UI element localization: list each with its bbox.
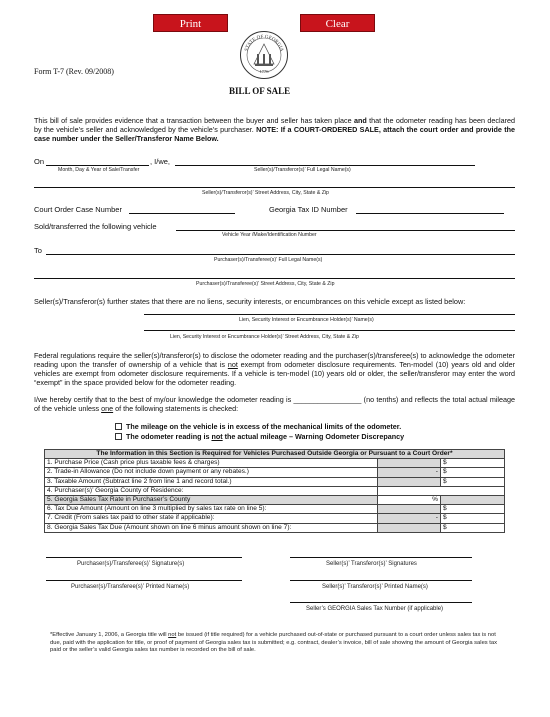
table-row (45, 505, 505, 514)
row-amount-field[interactable]: $ (441, 459, 505, 468)
lien-address-caption: Lien, Security Interest or Encumbrance Holder(s)’ Street Address, City, State & Zip (170, 334, 359, 340)
row-label: 8. Georgia Sales Tax Due (Amount shown on line 6 minus amount shown on line 7): (45, 523, 378, 532)
vehicle-caption: Vehicle Year /Make/Identification Number (222, 232, 317, 238)
iwe-label: , I/we, (150, 157, 171, 166)
certify-text-3: of the following statements is checked: (113, 404, 239, 413)
row-sign (378, 505, 441, 514)
row-label: 6. Tax Due Amount (Amount on line 3 multiplied by sales tax rate on line 5): (45, 505, 378, 514)
row-label: 4. Purchaser(s)’ Georgia County of Residence: (45, 486, 378, 495)
row-amount-field[interactable]: $ (441, 468, 505, 477)
row-amount-field[interactable]: $ (441, 505, 505, 514)
georgia-state-seal (239, 30, 289, 80)
sales-tax-table (44, 449, 505, 533)
footnote-not: not (168, 632, 177, 638)
discrepancy-not: not (211, 432, 223, 441)
vehicle-field[interactable] (176, 230, 515, 231)
seller-address-field[interactable] (34, 187, 515, 188)
row-sign (378, 459, 441, 468)
lien-address-field[interactable] (144, 330, 515, 331)
discrepancy-text-2: the actual mileage – Warning Odometer Discrepancy (222, 432, 405, 441)
liens-statement: Seller(s)/Transferor(s) further states that there are no liens, security interests, or encumbrances on this vehicle except as listed below: (34, 297, 466, 306)
seller-name-caption: Seller(s)/Transferor(s)’ Full Legal Name(s) (254, 167, 351, 173)
row-label: 3. Taxable Amount (Subtract line 2 from line 1 and record total.) (45, 477, 378, 486)
lien-name-caption: Lien, Security Interest or Encumbrance Holder(s)’ Name(s) (239, 317, 374, 323)
table-row (45, 523, 505, 532)
certify-text-1: I/we hereby certify that to the best of my/our knowledge the odometer reading is (34, 395, 294, 404)
purchaser-printed-name-caption: Purchaser(s)/Transferee(s)’ Printed Name(s) (71, 584, 190, 590)
row-amount-field[interactable]: $ (441, 523, 505, 532)
row-sign: - (378, 468, 441, 477)
purchaser-signature-caption: Purchaser(s)/Transferee(s)’ Signature(s) (77, 561, 185, 567)
sale-date-caption: Month, Day & Year of Sale/Transfer (58, 167, 140, 173)
intro-note: NOTE: If a COURT-ORDERED SALE, attach the court order and provide the case number under the Seller/Transferor Name Below. (34, 125, 515, 143)
intro-and: and (353, 116, 367, 125)
row-label: 5. Georgia Sales Tax Rate in Purchaser’s County (45, 495, 378, 504)
purchaser-address-caption: Purchaser(s)/Transferee(s)’ Street Address, City, State & Zip (196, 281, 335, 287)
intro-text-2: that the odometer reading has been declared by the vehicle’s seller and acknowledged by the vehicle’s purchaser. (34, 116, 515, 134)
court-case-field[interactable] (129, 213, 235, 214)
federal-not: not (227, 360, 238, 369)
odometer-discrepancy-label (126, 432, 404, 441)
tax-id-label: Georgia Tax ID Number (269, 205, 348, 214)
table-row (45, 468, 505, 477)
purchaser-name-field[interactable] (46, 254, 515, 255)
seal-year: 1776 (259, 69, 269, 74)
table-row (45, 495, 505, 504)
seller-tax-number-field[interactable] (290, 602, 472, 603)
row-amount-field[interactable]: $ (441, 477, 505, 486)
sold-label: Sold/transferred the following vehicle (34, 222, 157, 231)
sale-date-field[interactable] (46, 165, 149, 166)
on-label: On (34, 157, 45, 166)
odometer-reading-field[interactable]: _________________ (293, 395, 362, 404)
federal-paragraph (34, 351, 515, 387)
seller-printed-name-caption: Seller(s)’ Transferor(s)’ Printed Name(s) (322, 584, 428, 590)
form-id: Form T-7 (Rev. 09/2008) (34, 67, 114, 76)
table-row (45, 459, 505, 468)
footnote-text-1: *Effective January 1, 2006, a Georgia title will (50, 632, 169, 638)
to-label: To (34, 246, 42, 255)
row-sign (378, 523, 441, 532)
discrepancy-text-1: The odometer reading is (126, 432, 212, 441)
purchaser-name-caption: Purchaser(s)/Transferee(s)’ Full Legal Name(s) (214, 257, 323, 263)
mileage-excess-label: The mileage on the vehicle is in excess of the mechanical limits of the odometer. (126, 422, 402, 431)
table-row (45, 514, 505, 523)
seller-tax-number-caption: Seller’s GEORGIA Sales Tax Number (if applicable) (306, 606, 444, 612)
row-label: 7. Credit (From sales tax paid to other state if applicable): (45, 514, 378, 523)
county-field[interactable] (378, 486, 505, 495)
certify-text-2: (no tenths) and reflects the total actual mileage of the vehicle unless (34, 395, 515, 413)
seller-address-caption: Seller(s)/Transferor(s)’ Street Address, City, State & Zip (202, 190, 329, 196)
tax-rate-field[interactable]: % (378, 495, 441, 504)
footnote-text-2: be issued (if title required) for a vehicle purchased out-of-state or purchased pursuant to a court order unless sales tax is not due, paid with the application for title, or proof of payment of Georgia sales tax is submitted; e.g. contract, dealer’s invoice, bill of sale showing the amount of Georgia sales tax paid or the seller’s valid Georgia sales tax number is recorded on the bill of sale. (50, 632, 498, 654)
seller-printed-name-field[interactable] (290, 580, 472, 581)
mileage-excess-checkbox[interactable] (115, 423, 122, 430)
table-row (45, 486, 505, 495)
tax-id-field[interactable] (356, 213, 504, 214)
certify-paragraph (34, 395, 515, 413)
purchaser-signature-field[interactable] (46, 557, 242, 558)
federal-text-1: Federal regulations require the seller(s)/transferor(s) to disclose the odometer reading and the purchaser(s)/transferee(s) to acknowledge the odometer reading upon the transfer of ownership of a vehicle that is (34, 351, 515, 369)
seller-name-field[interactable] (175, 165, 475, 166)
print-button[interactable]: Print (153, 14, 228, 32)
row-label: 2. Trade-in Allowance (Do not include down payment or any rebates.) (45, 468, 378, 477)
purchaser-address-field[interactable] (34, 278, 515, 279)
table-header: The Information in this Section is Required for Vehicles Purchased Outside Georgia or Pursuant to a Court Order* (45, 450, 505, 459)
lien-name-field[interactable] (144, 314, 515, 315)
intro-text-1: This bill of sale provides evidence that a transaction between the buyer and seller has taken place (34, 116, 354, 125)
federal-text-2: exempt from odometer disclosure requirements. Ten-model (10) years old and older vehicles are exempt from odometer disclosure requirements. If a vehicle is ten-model (10) years old or older, the seller/transferor may enter the word “exempt” in the space provided below for the odometer reading. (34, 360, 515, 387)
certify-one: one (101, 404, 114, 413)
seller-signature-caption: Seller(s)’ Transferor(s)’ Signatures (326, 561, 417, 567)
table-row (45, 477, 505, 486)
row-sign (378, 477, 441, 486)
odometer-discrepancy-checkbox[interactable] (115, 433, 122, 440)
intro-paragraph (34, 116, 515, 143)
footnote (50, 632, 505, 655)
seller-signature-field[interactable] (290, 557, 472, 558)
seal-text: STATE OF GEORGIA (244, 34, 284, 53)
court-case-label: Court Order Case Number (34, 205, 122, 214)
row-amount-field (441, 495, 505, 504)
purchaser-printed-name-field[interactable] (46, 580, 242, 581)
row-label: 1. Purchase Price (Cash price plus taxable fees & charges) (45, 459, 378, 468)
clear-button[interactable]: Clear (300, 14, 375, 32)
row-sign: - (378, 514, 441, 523)
document-title: BILL OF SALE (229, 86, 291, 96)
row-amount-field[interactable]: $ (441, 514, 505, 523)
